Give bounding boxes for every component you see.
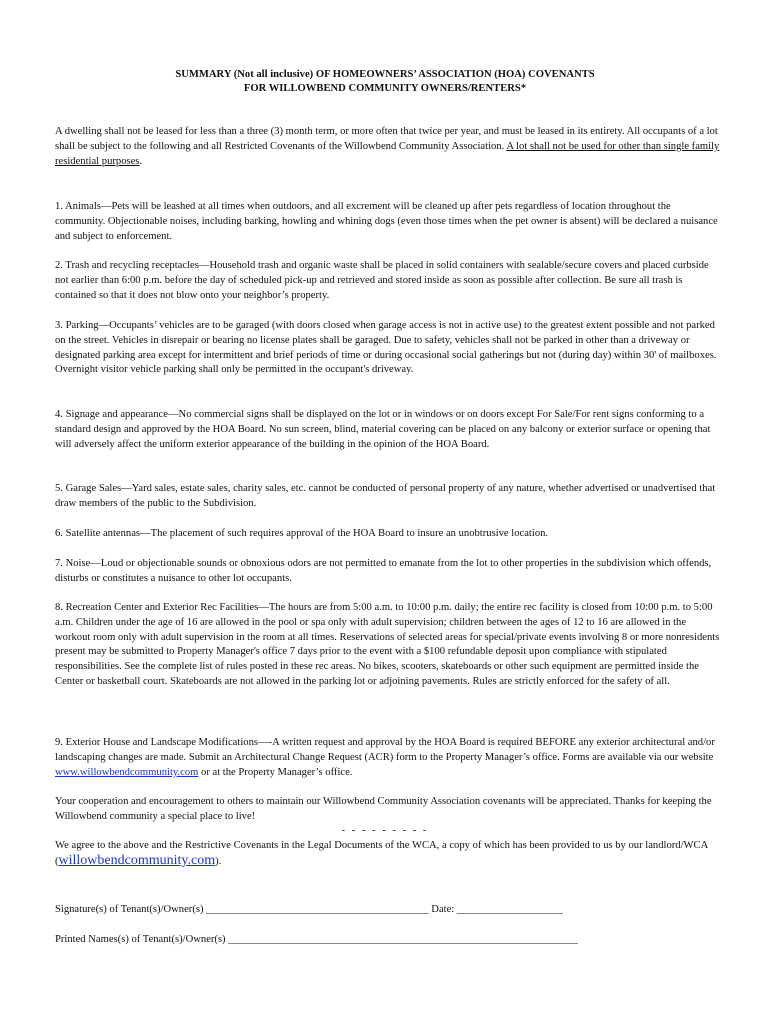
- item9-text: 9. Exterior House and Landscape Modifications—-A written request and approval by the HOA Board is required BEFORE any exterior architectural and/or landscaping changes are made. Submit an Architectural Change Request (ACR) form to the Property Manager’s office. Forms are available via our website: [55, 737, 715, 763]
- agreement-end: ).: [215, 855, 222, 867]
- covenant-item-signage: 4. Signage and appearance—No commercial signs shall be displayed on the lot or in windows or on doors except For Sale/For rent signs conforming to a standard design and approved by the HOA Board. No sun screen, blind, material covering can be placed on any balcony or exterior surface or opening that will adversely affect the uniform exterior appearance of the building in the opinion of the HOA Board.: [55, 409, 711, 450]
- item9-end: or at the Property Manager’s office.: [198, 766, 353, 778]
- signature-row: [55, 903, 563, 918]
- intro-text: A dwelling shall not be leased for less than a three (3) month term, or more often that twice per year, and must be leased in its entirety. All occupants of a lot shall be subject to the following and all Restricted Covenants of the Willowbend Community Association.: [55, 126, 718, 152]
- dashed-divider: - - - - - - - - -: [341, 825, 429, 836]
- date-label: Date:: [428, 904, 457, 915]
- date-line[interactable]: ____________________: [456, 904, 563, 915]
- agreement-website-link[interactable]: willowbendcommunity.com: [58, 852, 216, 868]
- agreement-text: We agree to the above and the Restrictive Covenants in the Legal Documents of the WCA, a copy of which has been provided to us by our landlord/WCA (: [55, 840, 708, 867]
- closing-paragraph: Your cooperation and encouragement to others to maintain our Willowbend Community Association covenants will be appreciated. Thanks for keeping the Willowbend community a special place to live!: [55, 796, 712, 822]
- covenant-item-noise: 7. Noise—Loud or objectionable sounds or obnoxious odors are not permitted to emanate from the lot to other properties in the subdivision which offends, disturbs or constitutes a nuisance to other lot occupants.: [55, 558, 712, 584]
- covenant-item-trash: 2. Trash and recycling receptacles—Household trash and organic waste shall be placed in solid containers with sealable/secure covers and placed curbside not earlier than 6:00 p.m. before the day of scheduled pick-up and retrieved and stored inside as soon as possible after collection. Be sure all trash is contained so that it does not blow onto your neighbor’s property.: [55, 260, 709, 301]
- intro-end: .: [139, 155, 143, 167]
- signature-label: Signature(s) of Tenant(s)/Owner(s): [55, 904, 207, 915]
- printed-names-row: [55, 933, 578, 948]
- printed-names-label: Printed Names(s) of Tenant(s)/Owner(s): [55, 934, 229, 945]
- covenant-item-animals: 1. Animals—Pets will be leashed at all times when outdoors, and all excrement will be cleaned up after pets regardless of location throughout the community. Objectionable noises, including barking, howling and whining dogs (even those times when the pet owner is absent) will be declared a nuisance and subject to enforcement.: [55, 201, 718, 242]
- covenant-item-modifications: [55, 736, 720, 780]
- covenant-item-recreation: 8. Recreation Center and Exterior Rec Facilities—The hours are from 5:00 a.m. to 10:00 p.m. daily; the entire rec facility is closed from 10:00 p.m. to 5:00 a.m. Children under the age of 16 are allowed in the pool or spa only with adult supervision; children between the ages of 12 to 16 are allowed in the workout room only with adult supervision in the room at all times. Reservations of selected areas for special/private events involving 8 or more nonresidents present may be submitted to Property Manager's office 7 days prior to the event with a $100 refundable deposit upon compliance with stipulated responsibilities. See the complete list of rules posted in these rec areas. No bikes, scooters, skateboards or other such equipment are permitted inside the Center or basketball court. Skateboards are not allowed in the parking lot or adjoining pavements. Rules are strictly enforced for the safety of all.: [55, 602, 720, 687]
- document-title-line-2: FOR WILLOWBEND COMMUNITY OWNERS/RENTERS*: [243, 83, 527, 94]
- covenant-item-satellite: 6. Satellite antennas—The placement of such requires approval of the HOA Board to insure an unobtrusive location.: [55, 528, 549, 539]
- signature-line[interactable]: __________________________________________: [206, 904, 429, 915]
- website-link[interactable]: www.willowbendcommunity.com: [55, 766, 199, 778]
- document-title-line-1: SUMMARY (Not all inclusive) OF HOMEOWNERS’ ASSOCIATION (HOA) COVENANTS: [175, 69, 595, 80]
- covenant-item-parking: 3. Parking—Occupants’ vehicles are to be garaged (with doors closed when garage access is not in active use) to the greatest extent possible and not parked on the street. Vehicles in disrepair or bearing no license plates shall be garaged. Due to safety, vehicles shall not be parked in other than a driveway or designated parking area except for intermittent and brief periods of time or during occasional social gatherings but not (during day) within 30' of mailboxes. Overnight visitor vehicle parking shall only be permitted in the occupant's driveway.: [55, 320, 717, 376]
- agreement-paragraph: [55, 839, 720, 870]
- printed-names-line[interactable]: __________________________________________________________________: [228, 934, 578, 945]
- intro-paragraph: [55, 125, 720, 169]
- intro-underlined-text: A lot shall not be used for other than single family residential purposes: [55, 140, 720, 167]
- covenant-item-garage-sales: 5. Garage Sales—Yard sales, estate sales, charity sales, etc. cannot be conducted of personal property of any nature, whether advertised or unadvertised that draw members of the public to the Subdivision.: [55, 483, 716, 509]
